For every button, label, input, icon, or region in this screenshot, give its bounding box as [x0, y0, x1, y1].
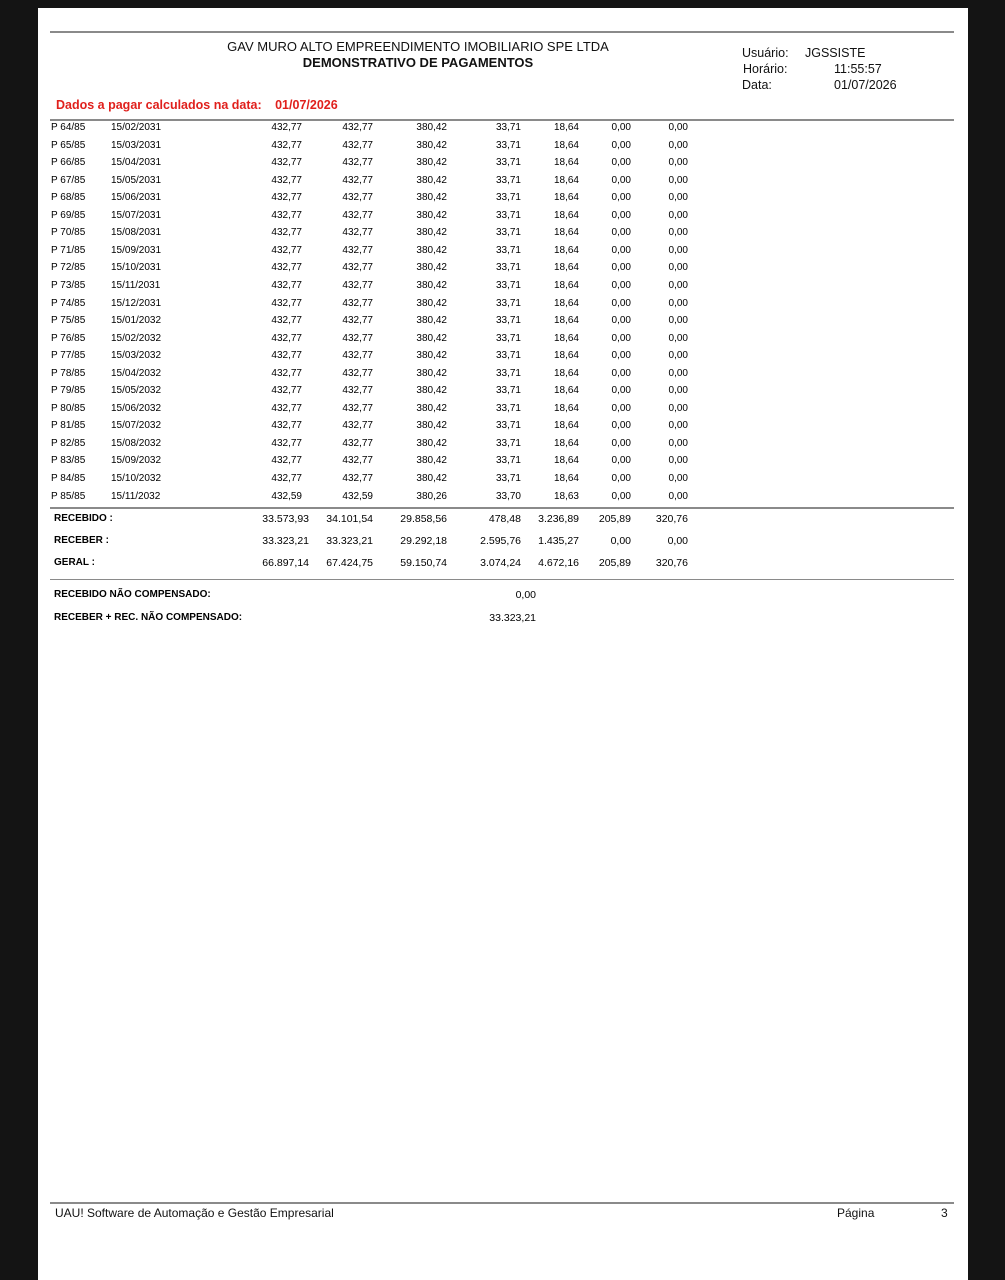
cell-fee: 18,64: [553, 227, 579, 239]
cell-due-date: 15/06/2031: [111, 192, 162, 204]
cell-principal: 380,42: [416, 315, 447, 327]
user-label: Usuário:: [742, 46, 789, 60]
cell-value: 432,77: [271, 350, 302, 362]
cell-principal: 380,42: [416, 473, 447, 484]
totals-label: RECEBER :: [54, 535, 110, 546]
cell-corrected: 432,77: [342, 297, 373, 309]
cell-due-date: 15/05/2032: [111, 385, 162, 397]
cell-interest: 33,70: [495, 490, 521, 502]
cell-value: 432,77: [271, 157, 302, 169]
table-row: [38, 175, 968, 192]
cell-fine: 0,00: [611, 455, 631, 467]
total-interest: 2.595,76: [480, 535, 521, 547]
table-row: [38, 140, 968, 157]
cell-discount: 0,00: [668, 139, 688, 151]
total-fee: 1.435,27: [538, 535, 579, 547]
cell-due-date: 15/04/2032: [111, 367, 162, 379]
cell-value: 432,77: [271, 420, 302, 432]
total-discount: 0,00: [667, 535, 688, 547]
cell-value: 432,77: [271, 279, 302, 291]
date-label: Data:: [742, 78, 772, 92]
cell-fee: 18,64: [553, 297, 579, 309]
cell-fee: 18,64: [553, 332, 579, 344]
total-fine: 205,89: [598, 557, 631, 569]
total-value: 33.323,21: [262, 535, 309, 547]
cell-fine: 0,00: [611, 297, 631, 309]
cell-parcel: P 84/85: [51, 473, 86, 484]
cell-due-date: 15/09/2032: [111, 455, 162, 467]
total-interest: 3.074,24: [480, 557, 521, 569]
cell-parcel: P 82/85: [51, 437, 86, 449]
table-row: [38, 385, 968, 402]
cell-value: 432,77: [271, 297, 302, 309]
cell-parcel: P 72/85: [51, 262, 86, 274]
cell-interest: 33,71: [495, 139, 521, 151]
table-row: [38, 368, 968, 385]
table-row: [38, 491, 968, 508]
cell-value: 432,77: [271, 174, 302, 186]
cell-due-date: 15/05/2031: [111, 174, 162, 186]
cell-discount: 0,00: [668, 473, 688, 484]
report-page: [38, 8, 968, 1280]
cell-value: 432,77: [271, 262, 302, 274]
cell-fine: 0,00: [611, 139, 631, 151]
cell-principal: 380,42: [416, 350, 447, 362]
page-label: Página: [837, 1206, 875, 1220]
total-discount: 320,76: [655, 557, 688, 569]
cell-discount: 0,00: [668, 315, 688, 327]
cell-principal: 380,42: [416, 227, 447, 239]
cell-parcel: P 70/85: [51, 227, 86, 239]
cell-parcel: P 81/85: [51, 420, 86, 432]
cell-due-date: 15/07/2032: [111, 420, 162, 432]
table-row: [38, 157, 968, 174]
cell-parcel: P 65/85: [51, 139, 86, 151]
cell-due-date: 15/09/2031: [111, 244, 162, 256]
cell-fine: 0,00: [611, 332, 631, 344]
totals-label: GERAL :: [54, 557, 95, 568]
receber-rec-label: RECEBER + REC. NÃO COMPENSADO:: [54, 612, 243, 623]
cell-fine: 0,00: [611, 385, 631, 397]
calc-date-value: 01/07/2026: [275, 98, 338, 112]
cell-parcel: P 73/85: [51, 279, 86, 291]
table-row: [38, 298, 968, 315]
table-row: [38, 280, 968, 297]
cell-corrected: 432,77: [342, 122, 373, 133]
cell-value: 432,77: [271, 315, 302, 327]
cell-value: 432,77: [271, 227, 302, 239]
cell-corrected: 432,77: [342, 473, 373, 484]
table-row: [38, 210, 968, 227]
company-name: GAV MURO ALTO EMPREENDIMENTO IMOBILIARIO SPE LTDA: [227, 39, 609, 54]
report-title: DEMONSTRATIVO DE PAGAMENTOS: [302, 55, 534, 70]
cell-value: 432,77: [271, 332, 302, 344]
table-row: [38, 192, 968, 209]
cell-corrected: 432,77: [342, 437, 373, 449]
cell-fine: 0,00: [611, 350, 631, 362]
table-row: [38, 227, 968, 244]
cell-parcel: P 66/85: [51, 157, 86, 169]
cell-principal: 380,42: [416, 157, 447, 169]
top-divider: [50, 31, 954, 33]
total-value: 33.573,93: [262, 513, 309, 525]
cell-corrected: 432,77: [342, 139, 373, 151]
cell-value: 432,77: [271, 473, 302, 484]
cell-fee: 18,64: [553, 157, 579, 169]
total-principal: 29.292,18: [400, 535, 447, 547]
cell-principal: 380,26: [416, 490, 447, 502]
cell-fee: 18,64: [553, 122, 579, 133]
cell-principal: 380,42: [416, 437, 447, 449]
cell-principal: 380,42: [416, 192, 447, 204]
cell-fine: 0,00: [611, 420, 631, 432]
cell-value: 432,77: [271, 122, 302, 133]
total-value: 66.897,14: [262, 557, 309, 569]
page-number: 3: [941, 1206, 948, 1220]
cell-fee: 18,64: [553, 473, 579, 484]
cell-fee: 18,64: [553, 209, 579, 221]
receber-rec-value: 33.323,21: [489, 612, 536, 624]
cell-parcel: P 75/85: [51, 315, 86, 327]
cell-principal: 380,42: [416, 385, 447, 397]
cell-fine: 0,00: [611, 402, 631, 414]
cell-fine: 0,00: [611, 279, 631, 291]
cell-value: 432,77: [271, 192, 302, 204]
cell-principal: 380,42: [416, 244, 447, 256]
cell-parcel: P 74/85: [51, 297, 86, 309]
cell-fine: 0,00: [611, 157, 631, 169]
nao-compensado-value: 0,00: [515, 589, 536, 601]
cell-discount: 0,00: [668, 490, 688, 502]
table-row: [38, 438, 968, 455]
cell-fine: 0,00: [611, 122, 631, 133]
time-value: 11:55:57: [834, 62, 882, 76]
nao-compensado-label: RECEBIDO NÃO COMPENSADO:: [54, 589, 211, 600]
cell-discount: 0,00: [668, 227, 688, 239]
cell-value: 432,77: [271, 455, 302, 467]
total-interest: 478,48: [488, 513, 521, 525]
total-corrected: 67.424,75: [326, 557, 373, 569]
cell-principal: 380,42: [416, 402, 447, 414]
cell-due-date: 15/06/2032: [111, 402, 162, 414]
cell-interest: 33,71: [495, 367, 521, 379]
cell-fine: 0,00: [611, 244, 631, 256]
cell-principal: 380,42: [416, 297, 447, 309]
cell-discount: 0,00: [668, 122, 688, 133]
cell-fine: 0,00: [611, 437, 631, 449]
cell-parcel: P 68/85: [51, 192, 86, 204]
cell-interest: 33,71: [495, 437, 521, 449]
table-row: [38, 420, 968, 437]
cell-interest: 33,71: [495, 192, 521, 204]
total-discount: 320,76: [655, 513, 688, 525]
cell-corrected: 432,77: [342, 192, 373, 204]
total-fee: 4.672,16: [538, 557, 579, 569]
cell-corrected: 432,77: [342, 350, 373, 362]
cell-parcel: P 85/85: [51, 490, 86, 502]
cell-interest: 33,71: [495, 385, 521, 397]
totals-bottom-divider: [50, 579, 954, 580]
cell-due-date: 15/07/2031: [111, 209, 162, 221]
cell-discount: 0,00: [668, 455, 688, 467]
cell-fine: 0,00: [611, 367, 631, 379]
cell-principal: 380,42: [416, 122, 447, 133]
cell-principal: 380,42: [416, 420, 447, 432]
table-top-divider: [50, 119, 954, 121]
user-value: JGSSISTE: [805, 46, 866, 60]
cell-parcel: P 77/85: [51, 350, 86, 362]
cell-due-date: 15/12/2031: [111, 297, 162, 309]
table-row: [38, 262, 968, 279]
cell-interest: 33,71: [495, 227, 521, 239]
cell-fee: 18,64: [553, 437, 579, 449]
cell-interest: 33,71: [495, 420, 521, 432]
cell-parcel: P 78/85: [51, 367, 86, 379]
table-row: [38, 403, 968, 420]
totals-label: RECEBIDO :: [54, 513, 113, 524]
cell-due-date: 15/04/2031: [111, 157, 162, 169]
cell-due-date: 15/03/2031: [111, 139, 162, 151]
cell-interest: 33,71: [495, 350, 521, 362]
table-row: [38, 122, 968, 139]
cell-fee: 18,64: [553, 367, 579, 379]
cell-fee: 18,64: [553, 192, 579, 204]
calc-date-line: [56, 98, 338, 112]
cell-value: 432,77: [271, 367, 302, 379]
cell-due-date: 15/08/2032: [111, 437, 162, 449]
total-corrected: 34.101,54: [326, 513, 373, 525]
cell-parcel: P 71/85: [51, 244, 86, 256]
cell-parcel: P 67/85: [51, 174, 86, 186]
cell-interest: 33,71: [495, 157, 521, 169]
cell-fee: 18,64: [553, 455, 579, 467]
cell-discount: 0,00: [668, 209, 688, 221]
cell-due-date: 15/10/2032: [111, 473, 162, 484]
cell-discount: 0,00: [668, 192, 688, 204]
cell-value: 432,59: [271, 490, 302, 502]
cell-value: 432,77: [271, 437, 302, 449]
cell-discount: 0,00: [668, 279, 688, 291]
table-row: [38, 455, 968, 472]
cell-corrected: 432,77: [342, 385, 373, 397]
cell-principal: 380,42: [416, 262, 447, 274]
table-row: [38, 473, 968, 490]
cell-discount: 0,00: [668, 385, 688, 397]
cell-fee: 18,64: [553, 262, 579, 274]
cell-corrected: 432,77: [342, 420, 373, 432]
cell-parcel: P 80/85: [51, 402, 86, 414]
table-row: [38, 350, 968, 367]
cell-principal: 380,42: [416, 367, 447, 379]
cell-interest: 33,71: [495, 315, 521, 327]
cell-corrected: 432,77: [342, 332, 373, 344]
cell-parcel: P 83/85: [51, 455, 86, 467]
cell-value: 432,77: [271, 385, 302, 397]
cell-corrected: 432,77: [342, 367, 373, 379]
cell-interest: 33,71: [495, 209, 521, 221]
cell-interest: 33,71: [495, 279, 521, 291]
cell-due-date: 15/02/2031: [111, 122, 162, 133]
cell-parcel: P 64/85: [51, 122, 86, 133]
cell-discount: 0,00: [668, 350, 688, 362]
cell-interest: 33,71: [495, 244, 521, 256]
cell-interest: 33,71: [495, 174, 521, 186]
cell-interest: 33,71: [495, 262, 521, 274]
cell-fine: 0,00: [611, 227, 631, 239]
cell-fee: 18,64: [553, 420, 579, 432]
cell-fine: 0,00: [611, 209, 631, 221]
cell-interest: 33,71: [495, 297, 521, 309]
cell-fee: 18,64: [553, 315, 579, 327]
cell-discount: 0,00: [668, 174, 688, 186]
cell-due-date: 15/03/2032: [111, 350, 162, 362]
cell-fee: 18,64: [553, 279, 579, 291]
table-row: [38, 333, 968, 350]
total-fine: 0,00: [610, 535, 631, 547]
cell-fine: 0,00: [611, 192, 631, 204]
time-label: Horário:: [743, 62, 788, 76]
cell-corrected: 432,77: [342, 279, 373, 291]
cell-due-date: 15/08/2031: [111, 227, 162, 239]
cell-discount: 0,00: [668, 157, 688, 169]
cell-fee: 18,63: [553, 490, 579, 502]
cell-corrected: 432,59: [342, 490, 373, 502]
cell-due-date: 15/10/2031: [111, 262, 162, 274]
total-principal: 59.150,74: [400, 557, 447, 569]
cell-corrected: 432,77: [342, 227, 373, 239]
cell-corrected: 432,77: [342, 174, 373, 186]
cell-value: 432,77: [271, 244, 302, 256]
cell-fine: 0,00: [611, 473, 631, 484]
table-row: [38, 245, 968, 262]
cell-due-date: 15/11/2032: [111, 490, 161, 502]
cell-corrected: 432,77: [342, 262, 373, 274]
cell-discount: 0,00: [668, 367, 688, 379]
cell-discount: 0,00: [668, 420, 688, 432]
cell-corrected: 432,77: [342, 209, 373, 221]
cell-discount: 0,00: [668, 244, 688, 256]
total-fine: 205,89: [598, 513, 631, 525]
cell-principal: 380,42: [416, 139, 447, 151]
cell-corrected: 432,77: [342, 244, 373, 256]
cell-interest: 33,71: [495, 455, 521, 467]
cell-interest: 33,71: [495, 332, 521, 344]
total-fee: 3.236,89: [538, 513, 579, 525]
cell-fee: 18,64: [553, 402, 579, 414]
table-row: [38, 315, 968, 332]
total-corrected: 33.323,21: [326, 535, 373, 547]
cell-principal: 380,42: [416, 174, 447, 186]
date-value: 01/07/2026: [834, 78, 897, 92]
cell-parcel: P 76/85: [51, 332, 86, 344]
cell-corrected: 432,77: [342, 157, 373, 169]
cell-fee: 18,64: [553, 385, 579, 397]
total-principal: 29.858,56: [400, 513, 447, 525]
cell-fee: 18,64: [553, 350, 579, 362]
calc-date-label: Dados a pagar calculados na data:: [56, 98, 262, 112]
cell-interest: 33,71: [495, 402, 521, 414]
cell-parcel: P 79/85: [51, 385, 86, 397]
cell-fine: 0,00: [611, 315, 631, 327]
cell-value: 432,77: [271, 402, 302, 414]
cell-corrected: 432,77: [342, 455, 373, 467]
cell-parcel: P 69/85: [51, 209, 86, 221]
cell-fine: 0,00: [611, 490, 631, 502]
cell-fine: 0,00: [611, 262, 631, 274]
cell-value: 432,77: [271, 209, 302, 221]
cell-discount: 0,00: [668, 402, 688, 414]
cell-discount: 0,00: [668, 332, 688, 344]
cell-value: 432,77: [271, 139, 302, 151]
cell-corrected: 432,77: [342, 402, 373, 414]
cell-discount: 0,00: [668, 297, 688, 309]
software-name: UAU! Software de Automação e Gestão Empresarial: [55, 1206, 334, 1220]
footer-divider: [50, 1202, 954, 1204]
cell-fee: 18,64: [553, 139, 579, 151]
cell-due-date: 15/02/2032: [111, 332, 162, 344]
cell-principal: 380,42: [416, 332, 447, 344]
cell-due-date: 15/01/2032: [111, 315, 162, 327]
cell-principal: 380,42: [416, 455, 447, 467]
totals-divider: [50, 507, 954, 509]
cell-principal: 380,42: [416, 209, 447, 221]
cell-corrected: 432,77: [342, 315, 373, 327]
cell-fee: 18,64: [553, 244, 579, 256]
cell-interest: 33,71: [495, 122, 521, 133]
cell-interest: 33,71: [495, 473, 521, 484]
cell-discount: 0,00: [668, 437, 688, 449]
cell-principal: 380,42: [416, 279, 447, 291]
cell-fine: 0,00: [611, 174, 631, 186]
cell-fee: 18,64: [553, 174, 579, 186]
cell-due-date: 15/11/2031: [111, 279, 161, 291]
cell-discount: 0,00: [668, 262, 688, 274]
